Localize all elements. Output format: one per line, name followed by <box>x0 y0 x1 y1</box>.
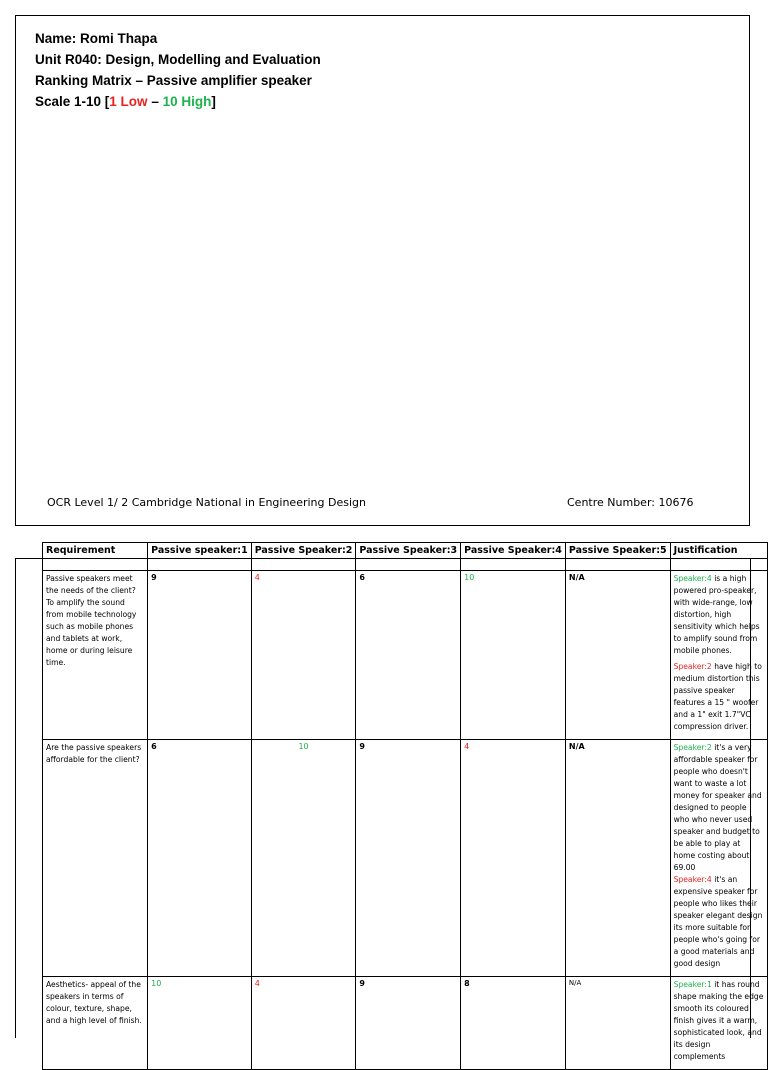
score-cell: 10 <box>251 740 356 977</box>
justification-cell <box>670 571 767 740</box>
col-header-speaker-2: Passive Speaker:2 <box>251 543 356 559</box>
table-row <box>43 571 768 740</box>
justification-cell <box>670 977 767 1070</box>
score-cell: 4 <box>251 977 356 1070</box>
col-header-speaker-3: Passive Speaker:3 <box>356 543 461 559</box>
footer-centre-number: Centre Number: 10676 <box>567 496 694 509</box>
student-name: Name: Romi Thapa <box>35 31 158 46</box>
score-cell: 9 <box>148 571 252 740</box>
requirement-cell: Are the passive speakers affordable for the client? <box>43 740 148 977</box>
justification-entry: Speaker:4 is a high powered pro-speaker, with wide-range, low distortion, high sensitivity which helps to amplify sound from mobile phones. <box>673 574 760 655</box>
scale-line: Scale 1-10 [1 Low – 10 High] <box>35 94 216 109</box>
speaker-label: Speaker:1 <box>673 980 712 989</box>
score-cell: 9 <box>356 977 461 1070</box>
score-cell: 6 <box>148 740 252 977</box>
score-cell: 4 <box>461 740 566 977</box>
score-cell: 4 <box>251 571 356 740</box>
speaker-label: Speaker:2 <box>673 662 712 671</box>
score-cell: 6 <box>356 571 461 740</box>
score-cell: N/A <box>565 740 670 977</box>
unit-title: Unit R040: Design, Modelling and Evaluation <box>35 52 321 67</box>
col-header-speaker-1: Passive speaker:1 <box>148 543 252 559</box>
spacer-row <box>43 559 768 571</box>
score-cell: N/A <box>565 977 670 1070</box>
justification-cell <box>670 740 767 977</box>
col-header-requirement: Requirement <box>43 543 148 559</box>
header-row <box>43 543 768 559</box>
ranking-matrix-table <box>42 542 768 1070</box>
justification-entry: Speaker:2 it's a very affordable speaker for people who doesn't want to waste a lot money for speaker and designed to people who who never used speaker and budget to be able to play at home costing about 69.00 <box>673 743 762 872</box>
score-cell: N/A <box>565 571 670 740</box>
col-header-speaker-5: Passive Speaker:5 <box>565 543 670 559</box>
scale-low: 1 Low <box>109 94 148 109</box>
score-cell: 10 <box>148 977 252 1070</box>
requirement-cell: Passive speakers meet the needs of the client? To amplify the sound from mobile technology such as mobile phones and tablets at work, home or during leisure time. <box>43 571 148 740</box>
speaker-label: Speaker:2 <box>673 743 712 752</box>
score-cell: 10 <box>461 571 566 740</box>
speaker-label: Speaker:4 <box>673 875 712 884</box>
score-cell: 9 <box>356 740 461 977</box>
col-header-speaker-4: Passive Speaker:4 <box>461 543 566 559</box>
table-row <box>43 740 768 977</box>
cover-page <box>15 15 750 526</box>
justification-entry: Speaker:4 it's an expensive speaker for people who likes their speaker elegant design its more suitable for people who's going for a good materials and good design <box>673 875 763 968</box>
requirement-cell: Aesthetics- appeal of the speakers in terms of colour, texture, shape, and a high level of finish. <box>43 977 148 1070</box>
document-heading <box>35 28 321 112</box>
speaker-label: Speaker:4 <box>673 574 712 583</box>
table-row <box>43 977 768 1070</box>
justification-entry: Speaker:1 it has round shape making the edge smooth its coloured finish gives it a warm, sophisticated look, and its design complements <box>673 980 764 1061</box>
matrix-title: Ranking Matrix – Passive amplifier speaker <box>35 73 312 88</box>
footer-course: OCR Level 1/ 2 Cambridge National in Engineering Design <box>47 496 366 509</box>
col-header-justification: Justification <box>670 543 767 559</box>
justification-entry: Speaker:2 have high to medium distortion this passive speaker features a 15 " woofer and a 1" exit 1.7"VC compression driver. <box>673 662 762 731</box>
score-cell: 8 <box>461 977 566 1070</box>
scale-high: 10 High <box>162 94 212 109</box>
